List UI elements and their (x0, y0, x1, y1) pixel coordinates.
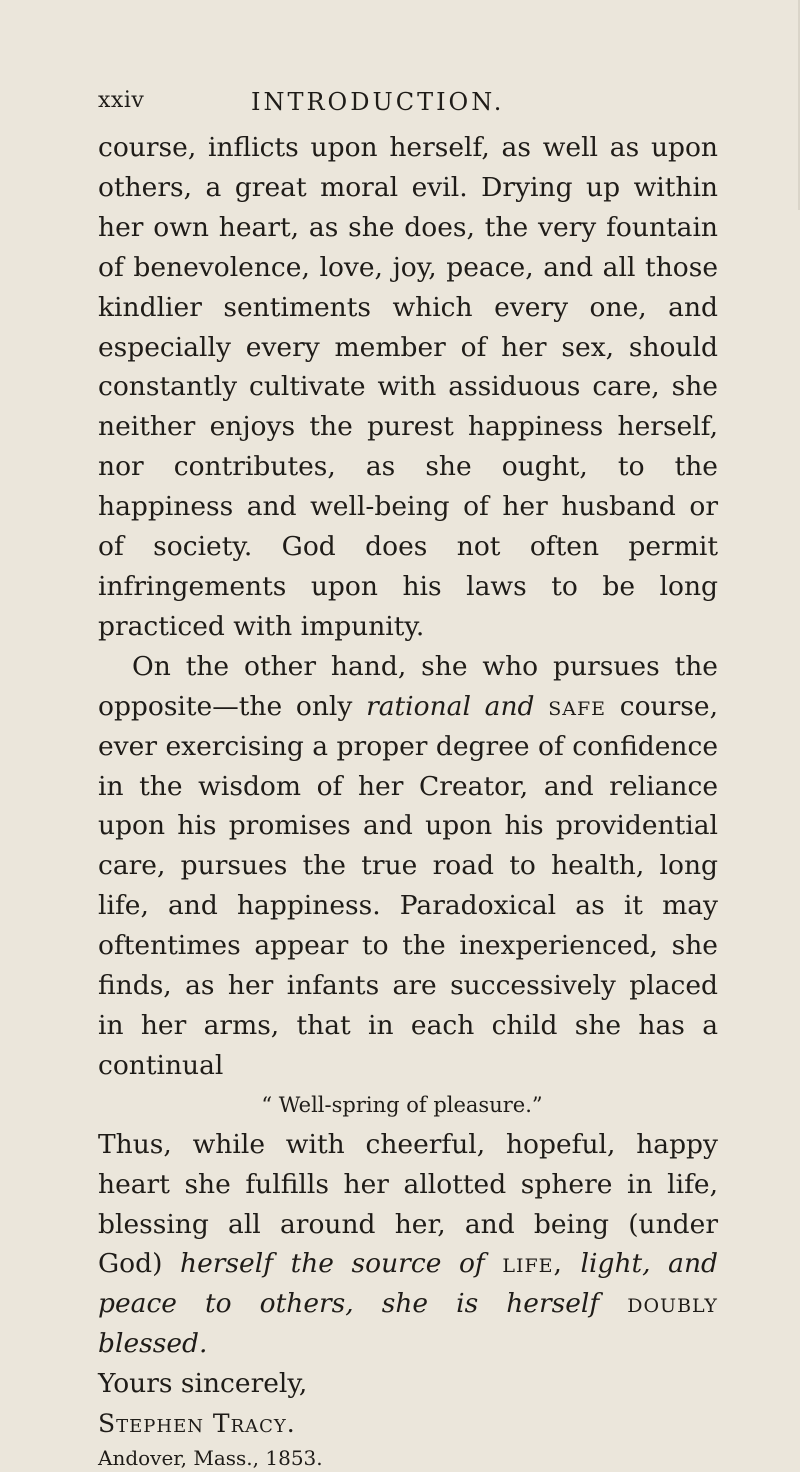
paragraph-3 (98, 1125, 718, 1364)
paragraph-3-italic-1: herself the source of (180, 1248, 485, 1280)
paragraph-2 (98, 647, 718, 1086)
place-and-date: Andover, Mass., 1853. (98, 1446, 323, 1470)
page-header (98, 88, 698, 128)
paragraph-3-small-caps-1: life, (502, 1248, 563, 1280)
paragraph-1: course, inflicts upon herself, as well as upon others, a great moral evil. Drying up within her own heart, as she does, the very fountain of benevolence, love, joy, peace, and all those kindlier sentiments which every one, and especially every member of her sex, should constantly cultivate with assiduous care, she neither enjoys the purest happiness herself, nor contributes, as she ought, to the happiness and well-being of her husband or of society. God does not often permit infringements upon his laws to be long practiced with impunity. (98, 132, 718, 642)
running-head: INTRODUCTION. (251, 88, 505, 116)
paragraph-2-rest: course, ever exercising a proper degree of confidence in the wisdom of her Creator, and reliance upon his promises and upon his providential care, pursues the true road to health, long life, and happiness. Paradoxical as it may oftentimes appear to the inexperienced, she finds, as her infants are successively placed in her arms, that in each child she has a continual (98, 690, 718, 1081)
closing-line: Yours sincerely, (98, 1368, 308, 1400)
paragraph-2-lead: On the other hand, she who pursues the opposite—the only (98, 650, 718, 722)
paragraph-3-small-caps-2: doubly (627, 1288, 718, 1320)
page-body (98, 128, 718, 1472)
page-number: xxiv (98, 88, 145, 113)
quotation: “ Well-spring of pleasure.” (261, 1092, 543, 1117)
paragraph-3-italic-3: blessed. (98, 1328, 208, 1360)
paragraph-2-small-caps: safe (548, 690, 607, 722)
signature: Stephen Tracy. (98, 1409, 296, 1439)
paragraph-3-text: Thus, while with cheerful, hopeful, happy heart she fulfills her allotted sphere in life, blessing all around her, and being (under God) (98, 1128, 718, 1280)
paragraph-3-italic-2: light, and peace to others, she is herself (98, 1248, 718, 1320)
paragraph-2-italic: rational and (366, 690, 535, 722)
